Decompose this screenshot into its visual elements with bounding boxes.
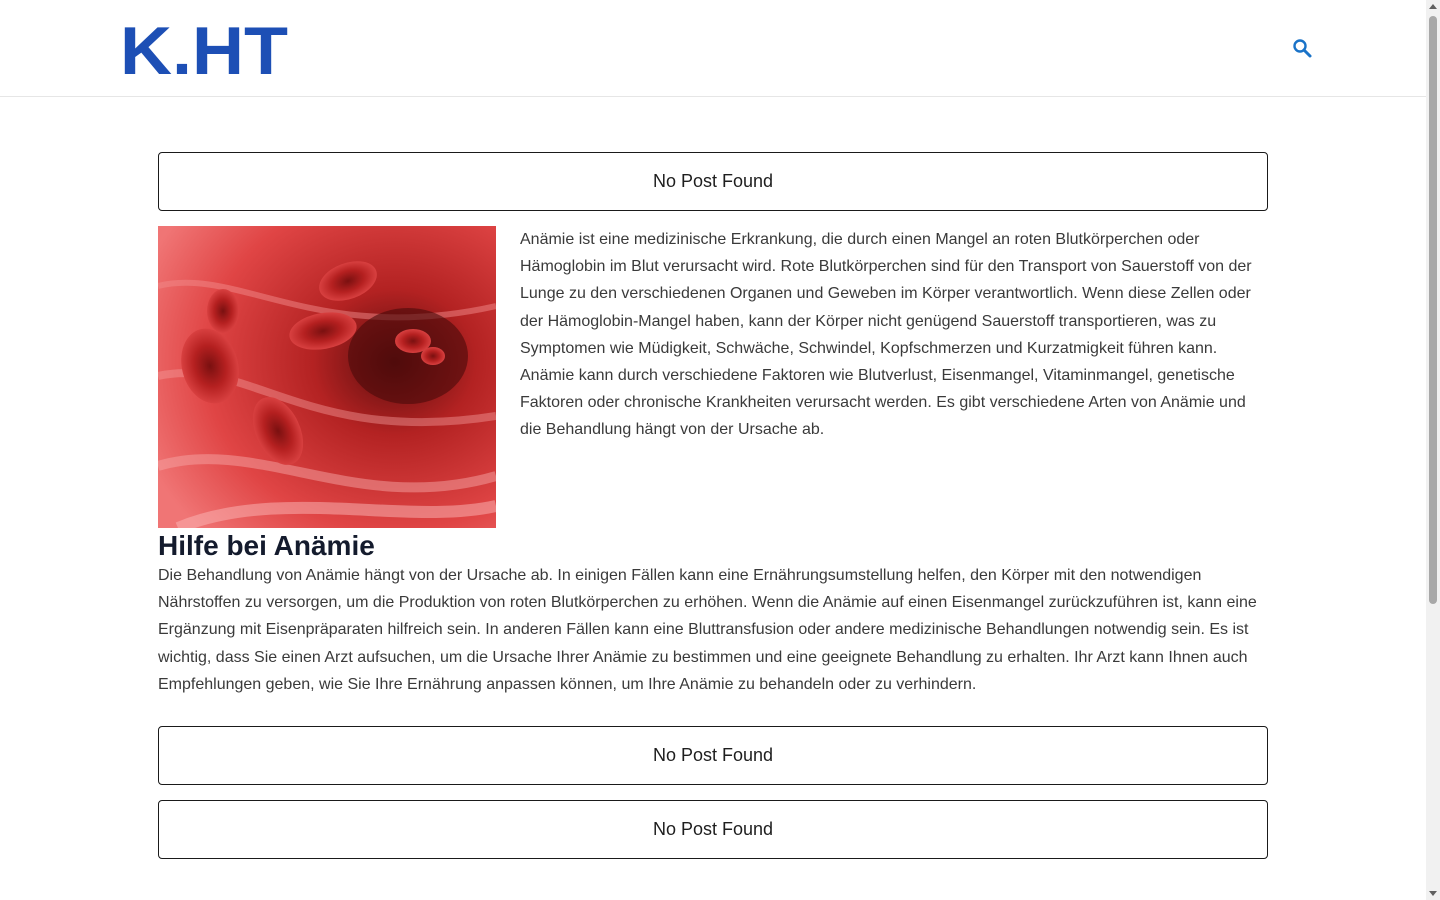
no-post-found-box: No Post Found [158,726,1268,785]
article-image [158,226,496,528]
post-notice-top-wrap [158,152,1268,211]
post-notice-2-wrap [158,726,1268,785]
post-notice-3-wrap [158,800,1268,859]
red-blood-cells-image [158,226,496,528]
site-header [0,0,1426,97]
scroll-down-icon[interactable] [1429,891,1437,896]
scroll-up-icon[interactable] [1429,4,1437,9]
section-body: Die Behandlung von Anämie hängt von der Ursache ab. In einigen Fällen kann eine Ernährungsumstellung helfen, den Körper mit den notwendigen Nährstoffen zu versorgen, um die Produktion von roten Blutkörperchen zu erhöhen. Wenn die Anämie auf einen Eisenmangel zurückzuführen ist, kann eine Ergänzung mit Eisenpräparaten hilfreich sein. In anderen Fällen kann eine Bluttransfusion oder andere medizinische Behandlungen notwendig sein. Es ist wichtig, dass Sie einen Arzt aufsuchen, um die Ursache Ihrer Anämie zu bestimmen und eine geeignete Behandlung zu erhalten. Ihr Arzt kann Ihnen auch Empfehlungen geben, wie Sie Ihre Ernährung anpassen können, um Ihre Anämie zu behandeln oder zu verhindern. [158,567,1257,693]
section-heading: Hilfe bei Anämie [158,530,375,561]
no-post-found-box: No Post Found [158,800,1268,859]
logo-text: K.HT [120,19,288,77]
search-icon[interactable] [1290,36,1314,60]
site-logo[interactable] [120,19,290,77]
scroll-thumb[interactable] [1429,16,1437,604]
scrollbar[interactable] [1426,0,1440,900]
article-intro: Anämie ist eine medizinische Erkrankung, die durch einen Mangel an roten Blutkörperchen oder Hämoglobin im Blut verursacht wird. Rote Blutkörperchen sind für den Transport von Sauerstoff von der Lunge zu den verschiedenen Organen und Geweben im Körper verantwortlich. Wenn diese Zellen oder der Hämoglobin-Mangel haben, kann der Körper nicht genügend Sauerstoff transportieren, was zu Symptomen wie Müdigkeit, Schwäche, Schwindel, Kopfschmerzen und Kurzatmigkeit führen kann. Anämie kann durch verschiedene Faktoren wie Blutverlust, Eisenmangel, Vitaminmangel, genetische Faktoren oder chronische Krankheiten verursacht werden. Es gibt verschiedene Arten von Anämie und die Behandlung hängt von der Ursache ab. [520,231,1252,439]
no-post-found-box: No Post Found [158,152,1268,211]
